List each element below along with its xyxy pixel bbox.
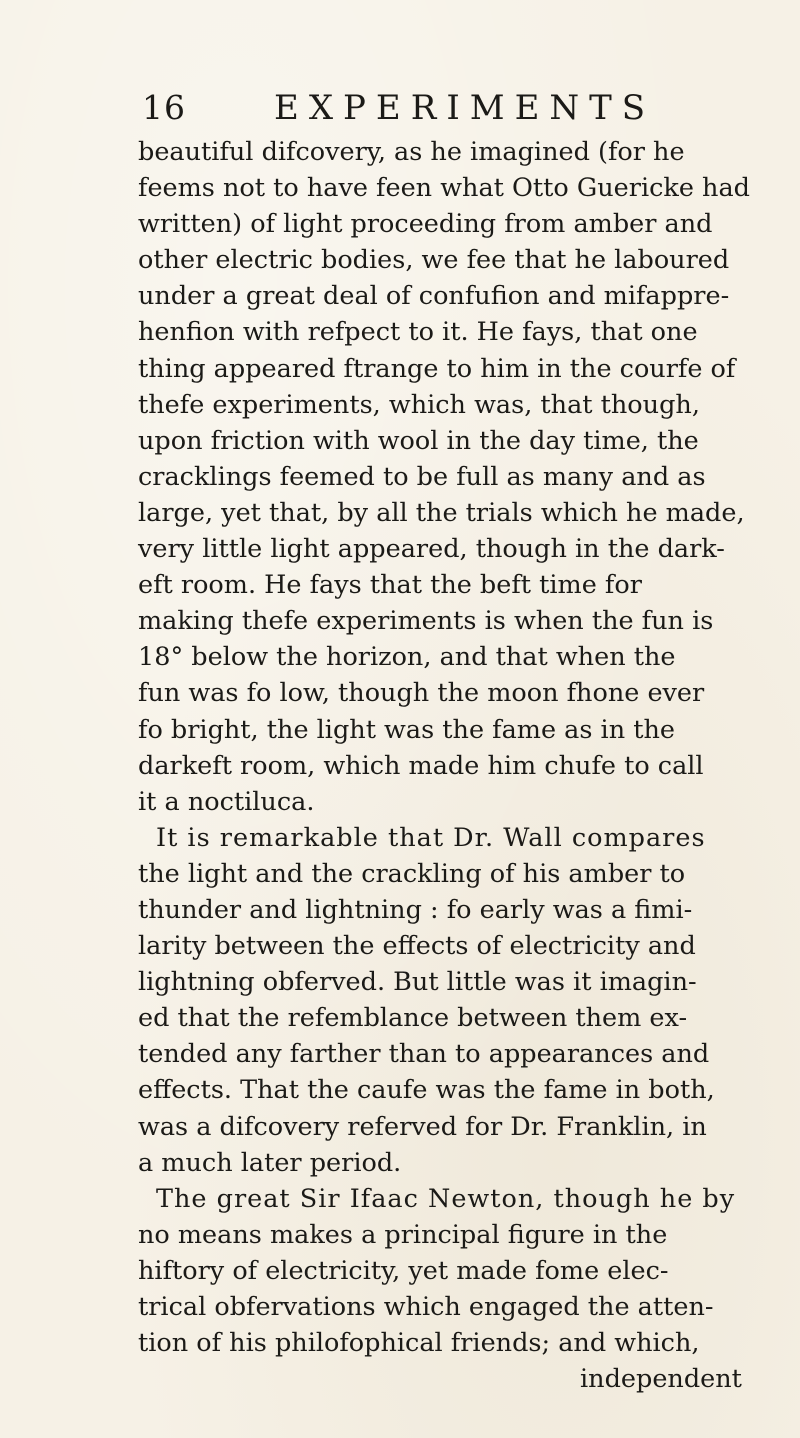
text-line: hiftory of electricity, yet made fome elec- [138,1255,669,1286]
text-line: upon friction with wool in the day time, the [138,425,699,456]
text-line: eft room. He fays that the beft time for [138,570,642,601]
text-line: other electric bodies, we fee that he laboured [138,245,730,276]
text-line: beautiful difcovery, as he imagined (for he [138,137,685,167]
text-line: making thefe experiments is when the fun is [138,606,714,637]
text-line: 18° below the horizon, and that when the [138,642,676,673]
running-head: EXPERIMENTS [274,88,656,128]
text-line: thunder and lightning : fo early was a fimi- [138,894,693,925]
catchword: independent [580,1364,742,1395]
text-line: thing appeared ftrange to him in the courfe of [138,353,736,384]
text-line: it a noctiluca. [138,786,315,817]
paragraph-start-line: The great Sir Ifaac Newton, though he by [156,1183,736,1214]
text-line: cracklings feemed to be full as many and as [138,461,706,492]
body-text [138,134,800,1397]
text-line: large, yet that, by all the trials which he made, [138,497,745,528]
text-line: feems not to have feen what Otto Guericke had [138,173,750,204]
text-line: a much later period. [138,1147,402,1178]
text-line: no means makes a principal figure in the [138,1219,668,1250]
text-line: fun was fo low, though the moon fhone ever [138,678,705,709]
text-line: fo bright, the light was the fame as in the [138,714,675,745]
text-line: under a great deal of confufion and mifappre- [138,281,730,312]
text-line: tended any farther than to appearances and [138,1039,710,1070]
text-line: henfion with refpect to it. He fays, that one [138,317,698,348]
text-line: tion of his philofophical friends; and which, [138,1328,700,1359]
text-line: very little light appeared, though in the dark- [138,534,725,565]
text-line: written) of light proceeding from amber and [138,209,713,240]
text-line: the light and the crackling of his amber to [138,858,686,889]
paragraph-start-line: It is remarkable that Dr. Wall compares [156,822,706,853]
text-line: thefe experiments, which was, that though, [138,389,700,420]
text-line: was a difcovery referved for Dr. Franklin, in [138,1111,707,1142]
text-line: darkeft room, which made him chufe to call [138,750,704,781]
text-line: larity between the effects of electricity and [138,931,696,962]
text-line: effects. That the caufe was the fame in both, [138,1075,715,1106]
text-line: ed that the refemblance between them ex- [138,1003,688,1034]
text-line: trical obfervations which engaged the atten- [138,1292,714,1322]
text-line: lightning obferved. But little was it imagin- [138,967,697,998]
page-number: 16 [142,88,186,127]
page-header [142,86,662,130]
